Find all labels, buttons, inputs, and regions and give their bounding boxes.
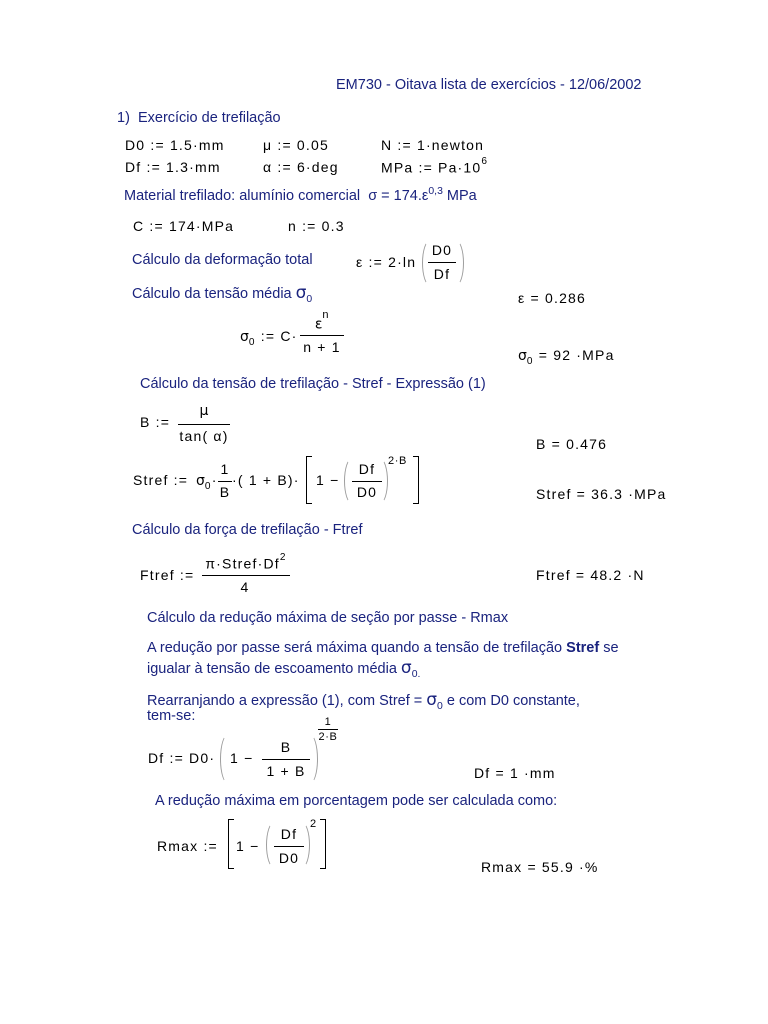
stref-one-minus: 1 − [316, 472, 340, 488]
mean-stress-result-sub: 0 [526, 355, 534, 367]
document-title: EM730 - Oitava lista de exercícios - 12/06/2002 [336, 77, 642, 93]
material-law-exponent: 0,3 [428, 186, 443, 197]
reduction-text3-symbol: σ [426, 690, 438, 710]
mean-stress-assign: := C· [260, 328, 298, 344]
df-one-minus: 1 − [230, 750, 254, 766]
force-numerator [200, 552, 292, 572]
stref-frac-bar [218, 481, 232, 482]
material-law [368, 188, 477, 204]
reduction-text1-a: A redução por passe será máxima quando a tensão de trefilação [147, 640, 563, 656]
def-mu: μ := 0.05 [263, 137, 329, 153]
force-denominator: 4 [240, 579, 250, 595]
stref-lhs: Stref := [133, 472, 189, 488]
mean-stress-label-sub: 0 [306, 293, 313, 305]
b-result: B = 0.476 [536, 436, 608, 452]
df-denominator: 1 + B [266, 763, 306, 779]
stref-bracket-left [306, 456, 312, 504]
reduction-text1-b: se [603, 640, 619, 656]
rmax-bracket-right [320, 819, 326, 869]
material-label: Material trefilado: alumínio comercial [124, 187, 361, 204]
rmax-result: Rmax = 55.9 ·% [481, 859, 599, 875]
reduction-text3-a: Rearranjando a expressão (1), com Stref = [147, 693, 423, 709]
def-mpa [381, 156, 489, 176]
stref-middle: ·( 1 + B)· [232, 472, 300, 488]
reduction-text-line1 [147, 640, 619, 656]
mean-stress-lhs [240, 328, 298, 348]
stref-paren-right [372, 458, 388, 504]
const-c: C := 174·MPa [133, 218, 235, 234]
strain-result: ε = 0.286 [518, 290, 587, 306]
b-denominator: tan( α) [179, 428, 229, 444]
df-exp-bar [318, 729, 338, 730]
force-num-text: π·Stref·Df [205, 555, 280, 572]
reduction-text3-b: e com D0 constante, [446, 693, 580, 709]
stref-sigma: $\sigma_0\cdot$ [196, 472, 218, 492]
reduction-text-line4: tem-se: [147, 708, 196, 724]
df-numerator: B [280, 739, 292, 755]
mean-stress-fraction-bar [300, 335, 344, 336]
mean-stress-label-symbol: σ [295, 283, 307, 303]
drawing-stress-label: Cálculo da tensão de trefilação - Stref - Expressão (1) [140, 376, 486, 392]
material-law-unit: MPa [446, 187, 477, 204]
force-result: Ftref = 48.2 ·N [536, 567, 645, 583]
mean-stress-result-symbol: σ [518, 348, 527, 364]
strain-label: Cálculo da deformação total [132, 252, 313, 268]
def-newton: N := 1·newton [381, 137, 485, 153]
stref-frac-denominator: B [219, 484, 231, 500]
def-alpha: α := 6·deg [263, 159, 339, 175]
rmax-paren-right [294, 822, 310, 868]
df-exp-numerator: 1 [324, 716, 332, 728]
mean-stress-label [132, 283, 312, 305]
mean-stress-num-symbol: ε [314, 316, 323, 333]
rmax-numerator: Df [280, 826, 298, 842]
reduction-text2-sub: 0. [411, 668, 421, 680]
material-law-prefix: σ = 174.ε [368, 187, 429, 204]
df-exp-denominator: 2·B [318, 731, 338, 743]
stref-result: Stref = 36.3 ·MPa [536, 486, 667, 502]
b-fraction-bar [178, 424, 230, 425]
exercise-heading [117, 110, 281, 126]
const-n: n := 0.3 [288, 218, 345, 234]
strain-formula-lhs: ε := 2·ln [356, 254, 417, 270]
force-num-exp: 2 [279, 552, 287, 563]
reduction-text2-symbol: σ [400, 658, 412, 678]
strain-denominator: Df [433, 266, 451, 282]
mean-stress-lhs-symbol: σ [240, 329, 249, 345]
stref-bracket-right [413, 456, 419, 504]
rmax-denominator: D0 [278, 850, 300, 866]
stref-inner-denominator: D0 [356, 484, 378, 500]
stref-sigma-sub: 0 [204, 480, 212, 492]
material-line [124, 186, 477, 204]
mean-stress-numerator [300, 309, 344, 333]
force-lhs: Ftref := [140, 567, 195, 583]
mean-stress-result [518, 347, 615, 367]
rmax-one-minus: 1 − [236, 838, 260, 854]
mean-stress-result-value: = 92 ·MPa [538, 347, 615, 363]
reduction-text1-bold: Stref [566, 640, 600, 656]
stref-frac-numerator: 1 [220, 461, 230, 477]
exercise-title: Exercício de trefilação [137, 110, 281, 126]
rmax-exponent: 2 [310, 818, 317, 830]
b-numerator: μ [199, 403, 209, 419]
mean-stress-num-exp: n [322, 309, 330, 321]
force-fraction-bar [202, 575, 290, 576]
rmax-lhs: Rmax := [157, 838, 218, 854]
reduction-label: Cálculo da redução máxima de seção por passe - Rmax [147, 610, 509, 626]
strain-paren-right [448, 240, 464, 286]
exercise-number: 1) [117, 110, 130, 126]
def-mpa-base: MPa := Pa·10 [381, 159, 482, 176]
percent-label: A redução máxima em porcentagem pode ser calculada como: [155, 793, 558, 809]
stref-inner-numerator: Df [358, 461, 376, 477]
def-d0: D0 := 1.5·mm [125, 137, 225, 153]
reduction-text2-a: igualar à tensão de escoamento média [147, 661, 397, 677]
reduction-text-line2 [147, 658, 420, 680]
rmax-bracket-left [228, 819, 234, 869]
def-mpa-exponent: 6 [481, 156, 489, 167]
b-lhs: B := [140, 414, 171, 430]
strain-numerator: D0 [431, 242, 453, 258]
stref-sigma-symbol: σ [196, 473, 205, 489]
force-label: Cálculo da força de trefilação - Ftref [132, 522, 363, 538]
reduction-text3-sub: 0 [437, 700, 443, 712]
df-lhs: Df := D0· [148, 750, 216, 766]
df-result: Df = 1 ·mm [474, 765, 556, 781]
def-df: Df := 1.3·mm [125, 159, 221, 175]
reduction-text-line3 [147, 690, 580, 712]
stref-exponent: 2·B [388, 455, 407, 467]
mean-stress-denominator: n + 1 [303, 339, 341, 355]
mean-stress-lhs-sub: 0 [248, 336, 256, 348]
mean-stress-label-text: Cálculo da tensão média [132, 286, 292, 302]
